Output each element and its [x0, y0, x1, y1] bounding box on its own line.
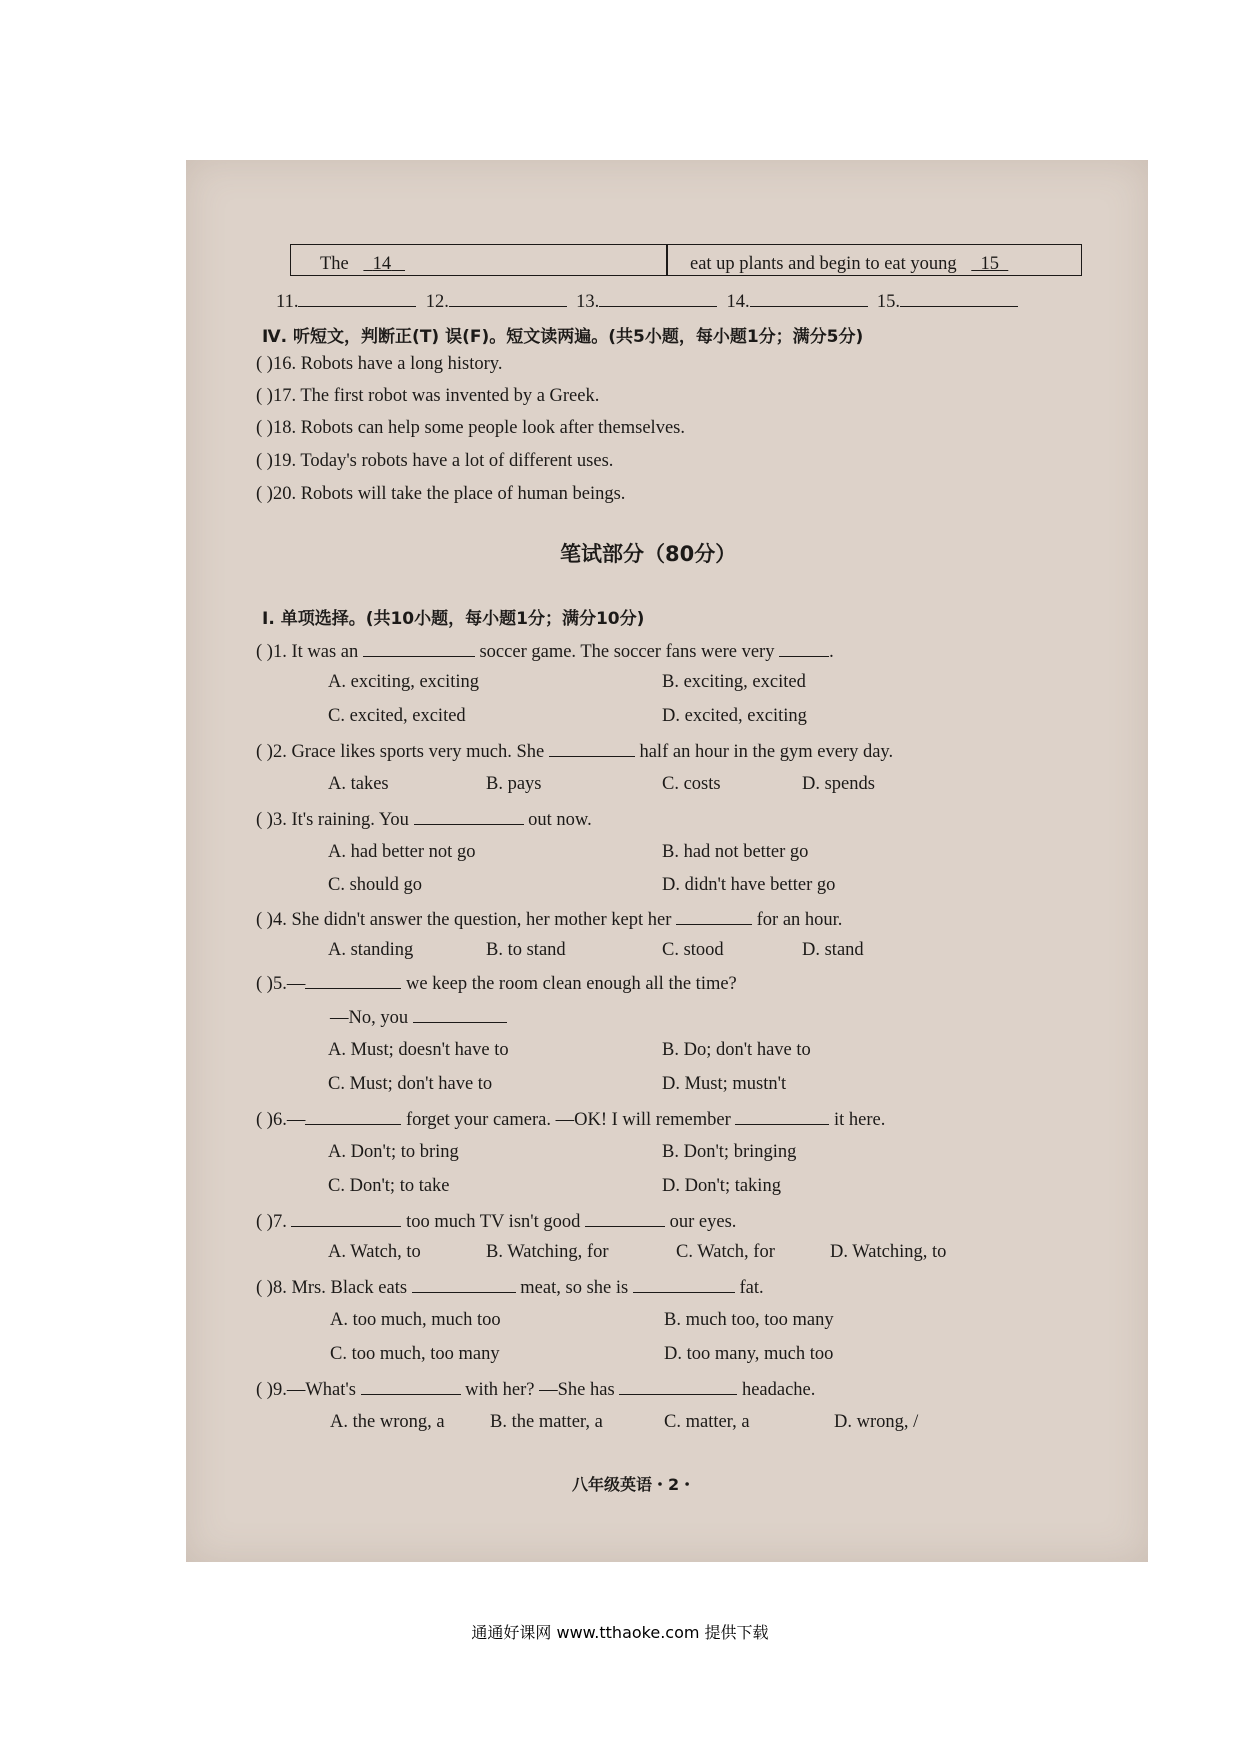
question-1	[256, 640, 834, 663]
question-4	[256, 908, 842, 931]
question-text: with her? —She has	[460, 1380, 620, 1400]
option: B. much too, too many	[664, 1310, 834, 1330]
tf-item: ( )20. Robots will take the place of human beings.	[256, 484, 626, 504]
question-text: too much TV isn't good	[401, 1212, 585, 1232]
question-text: fat.	[734, 1278, 764, 1298]
option: A. takes	[328, 774, 389, 794]
option: B. had not better go	[662, 842, 809, 862]
answer-line	[276, 290, 1018, 313]
option: D. Watching, to	[830, 1242, 947, 1262]
option: C. Don't; to take	[328, 1176, 450, 1196]
option: D. spends	[802, 774, 875, 794]
question-text: ( )9.—What's	[256, 1380, 361, 1400]
question-text: it here.	[829, 1110, 886, 1130]
option: C. Watch, for	[676, 1242, 775, 1262]
page-footer: 八年级英语・2・	[572, 1475, 696, 1494]
answer-number: 12.	[425, 292, 449, 312]
question-text: out now.	[523, 810, 592, 830]
option: D. wrong, /	[834, 1412, 919, 1432]
option: C. stood	[662, 940, 724, 960]
option: B. Watching, for	[486, 1242, 609, 1262]
option: C. costs	[662, 774, 721, 794]
option: C. too much, too many	[330, 1344, 500, 1364]
question-5	[256, 972, 737, 995]
option: D. too many, much too	[664, 1344, 834, 1364]
question-text: soccer game. The soccer fans were very	[474, 642, 780, 662]
tf-item: ( )17. The first robot was invented by a Greek.	[256, 386, 600, 406]
table-left-label: The	[320, 254, 349, 274]
option: C. Must; don't have to	[328, 1074, 493, 1094]
option: A. Don't; to bring	[328, 1142, 459, 1162]
option: A. exciting, exciting	[328, 672, 480, 692]
option: B. the matter, a	[490, 1412, 603, 1432]
question-text: —No, you	[330, 1008, 413, 1028]
option: A. standing	[328, 940, 414, 960]
option: B. Don't; bringing	[662, 1142, 797, 1162]
question-5-reply	[330, 1006, 507, 1029]
answer-number: 14.	[726, 292, 750, 312]
question-text: ( )3. It's raining. You	[256, 810, 414, 830]
option: B. exciting, excited	[662, 672, 806, 692]
download-note: 通通好课网 www.tthaoke.com 提供下载	[471, 1623, 769, 1642]
tf-item: ( )18. Robots can help some people look after themselves.	[256, 418, 685, 438]
answer-number: 13.	[576, 292, 600, 312]
option: A. Must; doesn't have to	[328, 1040, 509, 1060]
question-text: our eyes.	[665, 1212, 737, 1232]
question-3	[256, 808, 592, 831]
question-text: half an hour in the gym every day.	[634, 742, 894, 762]
question-text: ( )7.	[256, 1212, 292, 1232]
question-text: forget your camera. —OK! I will remember	[401, 1110, 736, 1130]
question-text: ( )6.—	[256, 1110, 306, 1130]
option: D. stand	[802, 940, 864, 960]
section1-heading: Ⅰ. 单项选择。(共10小题，每小题1分；满分10分)	[262, 609, 645, 629]
question-text: meat, so she is	[515, 1278, 633, 1298]
question-text: we keep the room clean enough all the time?	[401, 974, 737, 994]
question-8	[256, 1276, 764, 1299]
option: B. Do; don't have to	[662, 1040, 811, 1060]
answer-number: 11.	[276, 292, 299, 312]
question-7	[256, 1210, 736, 1233]
option: C. should go	[328, 875, 423, 895]
option: C. excited, excited	[328, 706, 466, 726]
table-left-cell	[320, 254, 405, 275]
option: D. Don't; taking	[662, 1176, 781, 1196]
question-text: ( )2. Grace likes sports very much. She	[256, 742, 549, 762]
question-text: headache.	[737, 1380, 816, 1400]
question-text: ( )5.—	[256, 974, 306, 994]
tf-item: ( )16. Robots have a long history.	[256, 354, 503, 374]
question-text: .	[829, 642, 834, 662]
option: C. matter, a	[664, 1412, 750, 1432]
question-text: ( )1. It was an	[256, 642, 363, 662]
option: A. Watch, to	[328, 1242, 421, 1262]
section4-heading: Ⅳ. 听短文，判断正(T) 误(F)。短文读两遍。(共5小题，每小题1分；满分5分)	[262, 327, 864, 347]
question-text: ( )4. She didn't answer the question, her mother kept her	[256, 910, 676, 930]
question-9	[256, 1378, 815, 1401]
option: D. Must; mustn't	[662, 1074, 787, 1094]
option: A. had better not go	[328, 842, 476, 862]
answer-number: 15.	[876, 292, 900, 312]
table-left-number: 14	[372, 254, 392, 274]
table-right-text: eat up plants and begin to eat young	[690, 254, 957, 274]
table-right-number: 15	[980, 254, 1000, 274]
option: B. pays	[486, 774, 542, 794]
table-right-cell	[690, 254, 1008, 275]
written-part-title: 笔试部分（80分）	[560, 542, 737, 566]
option: D. didn't have better go	[662, 875, 836, 895]
question-text: ( )8. Mrs. Black eats	[256, 1278, 412, 1298]
option: A. too much, much too	[330, 1310, 501, 1330]
option: D. excited, exciting	[662, 706, 807, 726]
option: B. to stand	[486, 940, 566, 960]
question-2	[256, 740, 893, 763]
tf-item: ( )19. Today's robots have a lot of different uses.	[256, 451, 614, 471]
question-text: for an hour.	[752, 910, 843, 930]
question-6	[256, 1108, 885, 1131]
option: A. the wrong, a	[330, 1412, 445, 1432]
table-divider	[666, 244, 668, 276]
